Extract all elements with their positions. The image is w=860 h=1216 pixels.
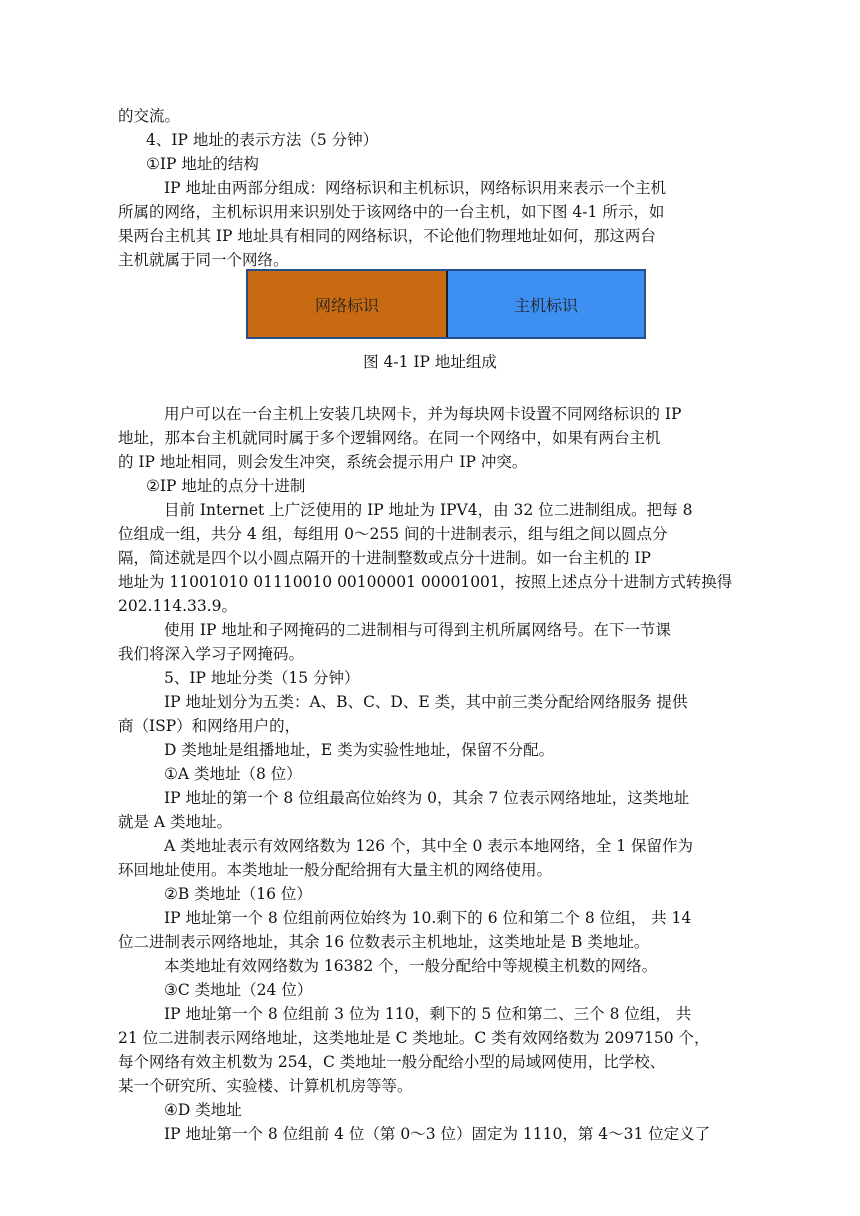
ip-structure-figure <box>246 269 646 339</box>
subsection-heading: ④D 类地址 <box>164 1101 242 1119</box>
text-line: IP 地址由两部分组成：网络标识和主机标识，网络标识用来表示一个主机 <box>164 179 666 197</box>
text-line: 所属的网络，主机标识用来识别处于该网络中的一台主机，如下图 4-1 所示，如 <box>118 203 665 221</box>
text-line: 使用 IP 地址和子网掩码的二进制相与可得到主机所属网络号。在下一节课 <box>164 621 671 639</box>
text-line: 环回地址使用。本类地址一般分配给拥有大量主机的网络使用。 <box>118 861 553 879</box>
text-line: D 类地址是组播地址，E 类为实验性地址，保留不分配。 <box>164 741 555 759</box>
text-line: IP 地址的第一个 8 位组最高位始终为 0，其余 7 位表示网络地址，这类地址 <box>164 789 690 807</box>
text-line: IP 地址第一个 8 位组前 4 位（第 0～3 位）固定为 1110，第 4～31 位定义了 <box>164 1125 711 1143</box>
text-line: 21 位二进制表示网络地址，这类地址是 C 类地址。C 类有效网络数为 2097150 个， <box>118 1029 710 1047</box>
text-line: 地址为 11001010 01110010 00100001 00001001，按照上述点分十进制方式转换得 <box>118 573 733 591</box>
text-line: 用户可以在一台主机上安装几块网卡，并为每块网卡设置不同网络标识的 IP <box>164 405 682 423</box>
text-line: 本类地址有效网络数为 16382 个，一般分配给中等规模主机数的网络。 <box>164 957 658 975</box>
text-line: 每个网络有效主机数为 254，C 类地址一般分配给小型的局域网使用，比学校、 <box>118 1053 666 1071</box>
subsection-heading: ③C 类地址（24 位） <box>164 981 313 999</box>
text-line: 位组成一组，共分 4 组，每组用 0～255 间的十进制表示，组与组之间以圆点分 <box>118 525 668 543</box>
text-line: IP 地址第一个 8 位组前两位始终为 10.剩下的 6 位和第二个 8 位组， 共 14 <box>164 909 692 927</box>
network-id-block: 网络标识 <box>248 271 448 337</box>
text-line: 的交流。 <box>118 107 181 125</box>
figure-caption: 图 4-1 IP 地址组成 <box>363 353 497 371</box>
text-line: IP 地址划分为五类：A、B、C、D、E 类，其中前三类分配给网络服务 提供 <box>164 693 688 711</box>
text-line: 某一个研究所、实验楼、计算机机房等等。 <box>118 1077 413 1095</box>
subsection-heading: ①A 类地址（8 位） <box>164 765 302 783</box>
section-heading: 5、IP 地址分类（15 分钟） <box>164 669 360 687</box>
text-line: 我们将深入学习子网掩码。 <box>118 645 305 663</box>
text-line: A 类地址表示有效网络数为 126 个，其中全 0 表示本地网络，全 1 保留作为 <box>164 837 693 855</box>
subsection-heading: ②IP 地址的点分十进制 <box>146 477 306 495</box>
host-id-block: 主机标识 <box>448 271 644 337</box>
subsection-heading: ①IP 地址的结构 <box>146 155 259 173</box>
text-line: 目前 Internet 上广泛使用的 IP 地址为 IPV4，由 32 位二进制组成。把每 8 <box>164 501 693 519</box>
section-heading: 4、IP 地址的表示方法（5 分钟） <box>146 131 379 149</box>
text-line: 的 IP 地址相同，则会发生冲突，系统会提示用户 IP 冲突。 <box>118 453 528 471</box>
text-line: 202.114.33.9。 <box>118 597 238 615</box>
text-line: 隔，简述就是四个以小圆点隔开的十进制整数或点分十进制。如一台主机的 IP <box>118 549 651 567</box>
text-line: 果两台主机其 IP 地址具有相同的网络标识，不论他们物理地址如何，那这两台 <box>118 227 656 245</box>
text-line: IP 地址第一个 8 位组前 3 位为 110，剩下的 5 位和第二、三个 8 位组， 共 <box>164 1005 692 1023</box>
text-line: 地址，那本台主机就同时属于多个逻辑网络。在同一个网络中，如果有两台主机 <box>118 429 661 447</box>
text-line: 商（ISP）和网络用户的， <box>118 717 301 735</box>
text-line: 就是 A 类地址。 <box>118 813 233 831</box>
text-line: 主机就属于同一个网络。 <box>118 251 289 269</box>
text-line: 位二进制表示网络地址，其余 16 位数表示主机地址，这类地址是 B 类地址。 <box>118 933 650 951</box>
subsection-heading: ②B 类地址（16 位） <box>164 885 312 903</box>
